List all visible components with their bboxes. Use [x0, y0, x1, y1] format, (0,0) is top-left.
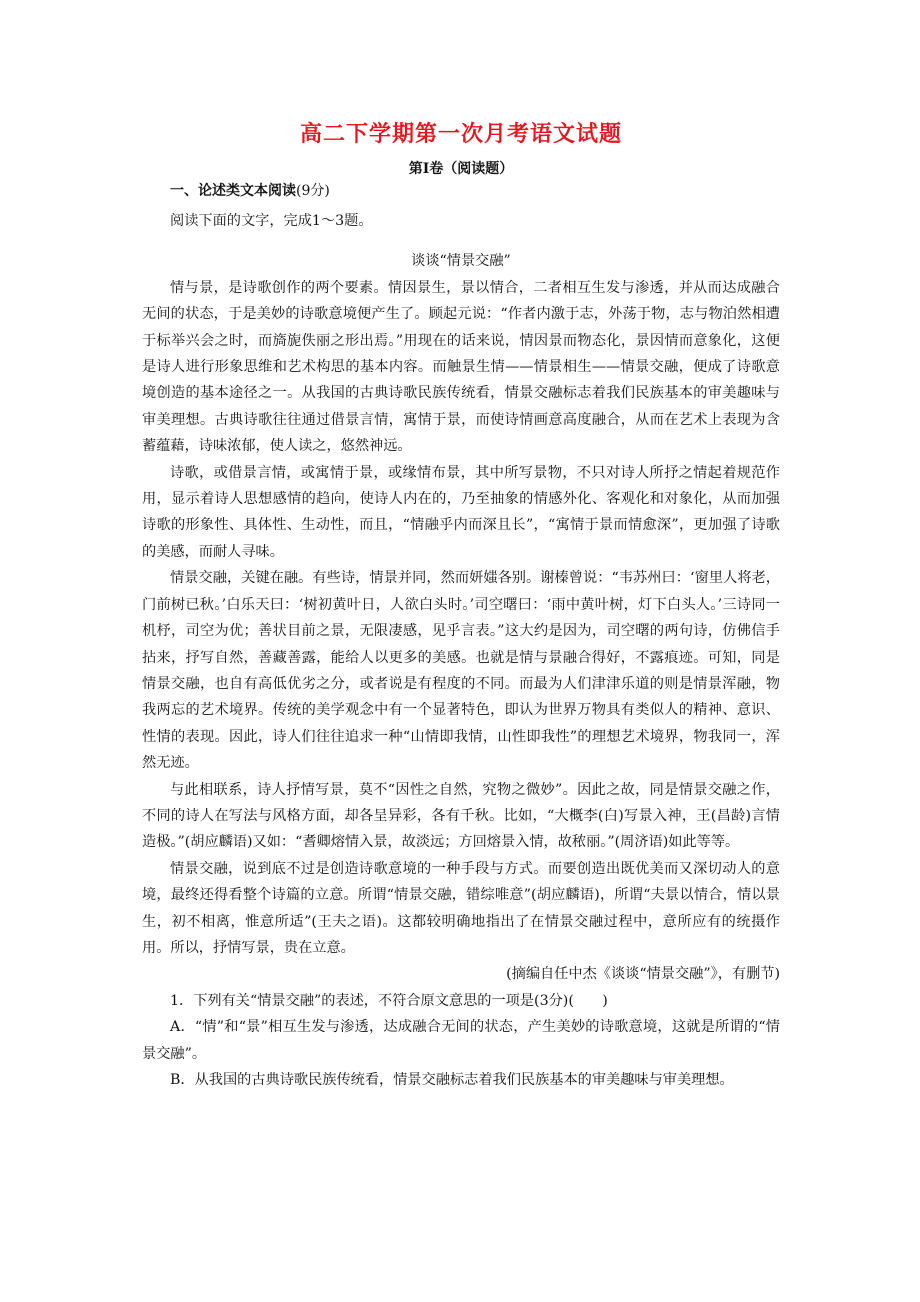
question-1-option-a: A．“情”和“景”相互生发与渗透，达成融合无间的状态，产生美妙的诗歌意境，这就是所谓的“情景交融”。: [142, 1019, 780, 1062]
question-1-option-b: B．从我国的古典诗歌民族传统看，情景交融标志着我们民族基本的审美趣味与审美理想。: [170, 1072, 734, 1088]
essay-source: (摘编自任中杰《谈谈“情景交融”》，有删节): [506, 966, 780, 983]
instruction-text: 阅读下面的文字，完成1～3题。: [170, 213, 373, 229]
essay-paragraph: 情景交融，说到底不过是创造诗歌意境的一种手段与方式。而要创造出既优美而又深切动人的意境，最终还得看整个诗篇的立意。所谓“情景交融，错综唯意”(胡应麟语)，所谓“夫景以情合，情以景生，初不相离，惟意所适”(王夫之语)。这都较明确地指出了在情景交融过程中，意所应有的统摄作用。所以，抒情写景，贵在立意。: [142, 860, 780, 956]
essay-paragraph: 情景交融，关键在融。有些诗，情景并同，然而妍媸各别。谢榛曾说：“韦苏州曰：‘窗里人将老，门前树已秋。’白乐天曰：‘树初黄叶日，人欲白头时。’司空曙曰：‘雨中黄叶树，灯下白头人。’三诗同一机杼，司空为优；善状目前之景，无限凄感，见乎言表。”这大约是因为，司空曙的两句诗，仿佛信手拈来，抒写自然，善藏善露，能给人以更多的美感。也就是情与景融合得好，不露痕迹。可知，同是情景交融，也自有高低优劣之分，或者说是有程度的不同。而最为人们津津乐道的则是情景浑融，物我两忘的艺术境界。传统的美学观念中有一个显著特色，即认为世界万物具有类似人的精神、意识、性情的表现。因此，诗人们往往追求一种“山情即我情，山性即我性”的理想艺术境界，物我同一，浑然无迹。: [142, 570, 780, 772]
essay-paragraph: 与此相联系，诗人抒情写景，莫不“因性之自然，究物之微妙”。因此之故，同是情景交融之作，不同的诗人在写法与风格方面，却各呈异彩，各有千秋。比如，“大概李(白)写景入神，王(昌龄)言情造极。”(胡应麟语)又如：“耆卿熔情入景，故淡远；方回熔景入情，故秾丽。”(周济语)如此等等。: [142, 781, 780, 851]
essay-paragraph: 情与景，是诗歌创作的两个要素。情因景生，景以情合，二者相互生发与渗透，并从而达成融合无间的状态，于是美妙的诗歌意境便产生了。顾起元说：“作者内激于志，外荡于物，志与物泊然相遭于标举兴会之时，而旖旎佚丽之形出焉。”用现在的话来说，情因景而物态化，景因情而意象化，这便是诗人进行形象思维和艺术构思的基本内容。而触景生情——情景相生——情景交融，便成了诗歌意境创造的基本途径之一。从我国的古典诗歌民族传统看，情景交融标志着我们民族基本的审美趣味与审美理想。古典诗歌往往通过借景言情，寓情于景，而使诗情画意高度融合，从而在艺术上表现为含蓄蕴藉，诗味浓郁，使人读之，悠然神远。: [142, 279, 780, 455]
section-heading: [170, 180, 780, 202]
essay-title: 谈谈“情景交融”: [411, 253, 511, 270]
question-1-stem: 1．下列有关“情景交融”的表述，不符合原文意思的一项是(3分)( ): [170, 992, 608, 1009]
essay-paragraph: 诗歌，或借景言情，或寓情于景，或缘情布景，其中所写景物，不只对诗人所抒之情起着规范作用，显示着诗人思想感情的趋向，使诗人内在的，乃至抽象的情感外化、客观化和对象化，从而加强诗歌的形象性、具体性、生动性，而且，“情融乎内而深且长”，“寓情于景而情愈深”，更加强了诗歌的美感，而耐人寻味。: [142, 464, 780, 560]
page-title: 高二下学期第一次月考语文试题: [299, 122, 622, 147]
exam-page: [142, 120, 780, 1093]
volume-heading: 第Ⅰ卷（阅读题）: [408, 161, 514, 177]
section-label: 一、论述类文本阅读: [170, 183, 296, 199]
section-score: (9分): [296, 183, 330, 199]
